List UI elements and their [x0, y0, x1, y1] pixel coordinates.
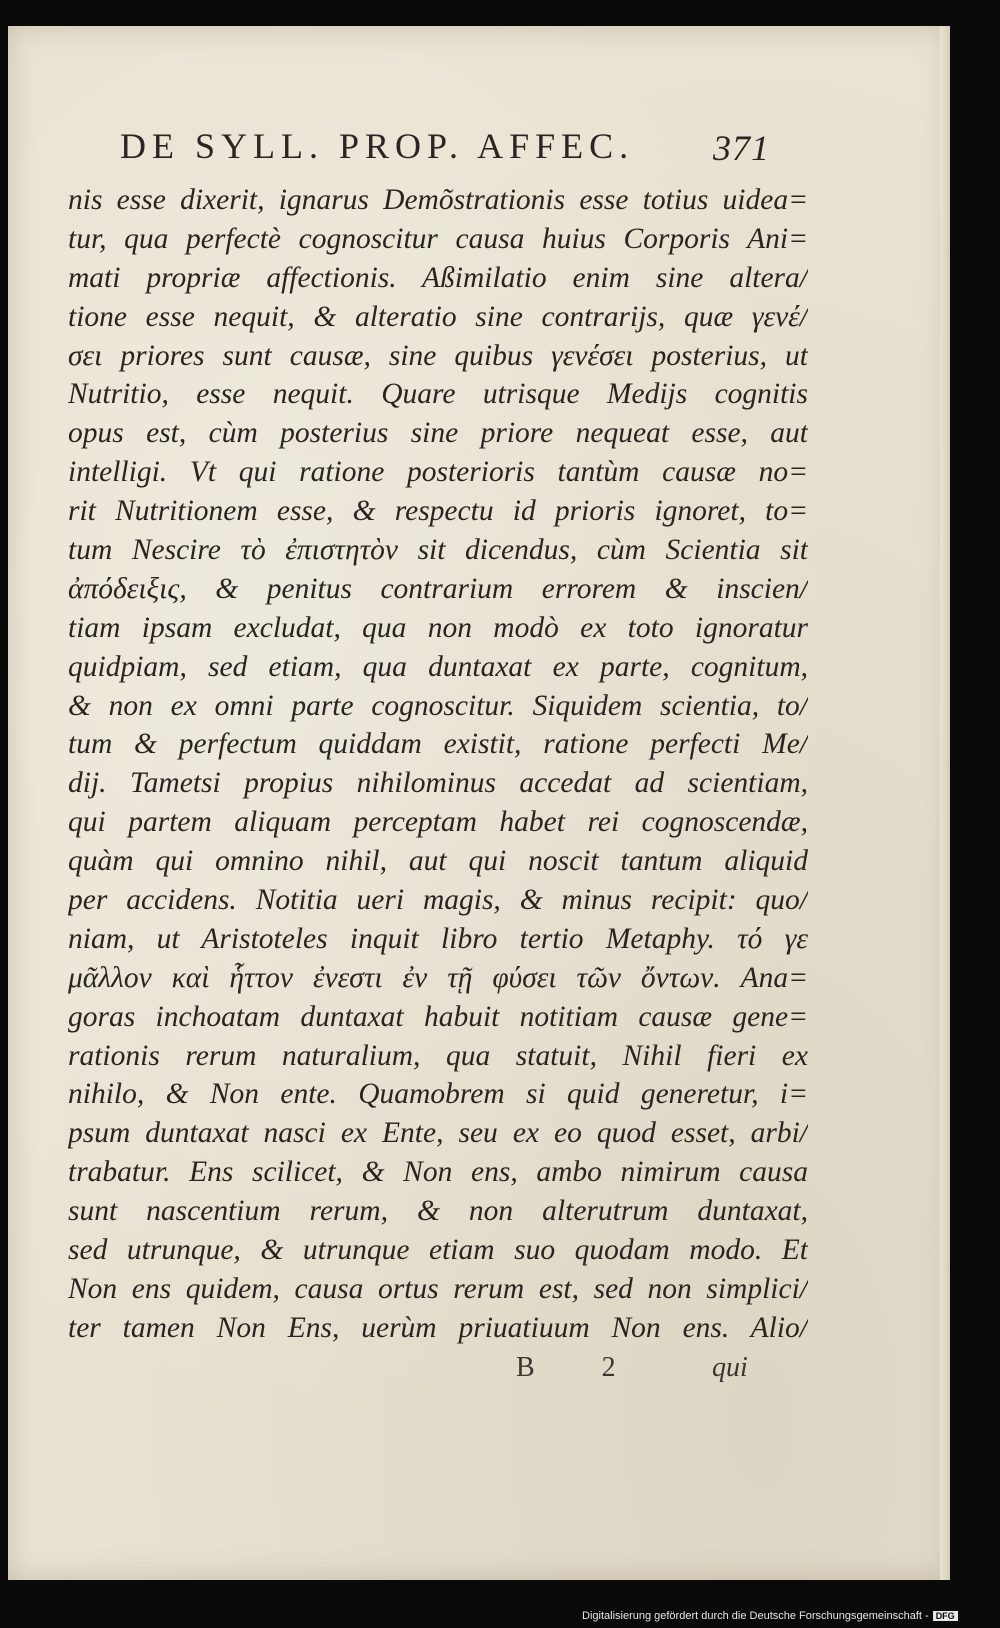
text-line: nihilo, & Non ente. Quamobrem si quid generetur, i= [68, 1078, 808, 1111]
text-line: quidpiam, sed etiam, qua duntaxat ex parte, cognitum, [68, 650, 808, 683]
text-line: & non ex omni parte cognoscitur. Siquidem scientia, to/ [68, 689, 808, 722]
signature-mark: B 2 [516, 1352, 646, 1383]
text-line: Nutritio, esse nequit. Quare utrisque Medijs cognitis [68, 378, 808, 411]
text-line: psum duntaxat nasci ex Ente, seu ex eo quod esset, arbi/ [68, 1117, 808, 1150]
text-line: tum Nescire τὸ ἐπιστητὸν sit dicendus, cùm Scientia sit [68, 534, 808, 567]
text-line: tur, qua perfectè cognoscitur causa huius Corporis Ani= [68, 222, 808, 255]
text-line: nis esse dixerit, ignarus Demõstrationis esse totius uidea= [68, 184, 808, 216]
credit-text: Digitalisierung gefördert durch die Deutsche Forschungsgemeinschaft - [582, 1610, 929, 1622]
text-line: opus est, cùm posterius sine priore nequeat esse, aut [68, 417, 808, 450]
text-line: sed utrunque, & utrunque etiam suo quodam modo. Et [68, 1234, 808, 1267]
text-line: intelligi. Vt qui ratione posterioris tantùm causæ no= [68, 456, 808, 489]
digitization-credit [582, 1610, 958, 1622]
text-line: dij. Tametsi propius nihilominus accedat ad scientiam, [68, 767, 808, 800]
text-line: per accidens. Notitia ueri magis, & minus recipit: quo/ [68, 884, 808, 917]
running-head-title: DE SYLL. PROP. AFFEC. [120, 126, 635, 166]
text-line: μᾶλλον καὶ ἧττον ἐνεστι ἐν τῇ φύσει τῶν ὄντων. Ana= [68, 961, 808, 994]
text-line: quàm qui omnino nihil, aut qui noscit tantum aliquid [68, 845, 808, 878]
text-line: tione esse nequit, & alteratio sine contrarijs, quæ γενέ/ [68, 300, 808, 333]
body-text [68, 181, 808, 1348]
text-line: Non ens quidem, causa ortus rerum est, sed non simplici/ [68, 1272, 808, 1305]
text-line: qui partem aliquam perceptam habet rei cognoscendæ, [68, 806, 808, 839]
catchword: qui [712, 1352, 748, 1383]
text-line: mati propriæ affectionis. Aßimilatio enim sine altera/ [68, 261, 808, 294]
dfg-logo: DFG [933, 1611, 958, 1621]
text-line: tiam ipsam excludat, qua non modò ex toto ignoratur [68, 611, 808, 644]
text-line: goras inchoatam duntaxat habuit notitiam causæ gene= [68, 1000, 808, 1033]
text-line: rit Nutritionem esse, & respectu id prioris ignoret, to= [68, 495, 808, 528]
text-line: trabatur. Ens scilicet, & Non ens, ambo nimirum causa [68, 1156, 808, 1189]
text-line: niam, ut Aristoteles inquit libro tertio Metaphy. τό γε [68, 922, 808, 955]
page-number: 371 [713, 128, 770, 168]
page-edge [940, 26, 950, 1580]
text-line: tum & perfectum quiddam existit, ratione perfecti Me/ [68, 728, 808, 761]
running-head [120, 125, 770, 175]
text-line: ἀπόδειξις, & penitus contrarium errorem & inscien/ [68, 572, 808, 605]
text-line: ter tamen Non Ens, uerùm priuatiuum Non ens. Alio/ [68, 1311, 808, 1344]
text-line: σει priores sunt causæ, sine quibus γενέσει posterius, ut [68, 339, 808, 372]
text-line: rationis rerum naturalium, qua statuit, Nihil fieri ex [68, 1039, 808, 1072]
text-line: sunt nascentium rerum, & non alterutrum duntaxat, [68, 1195, 808, 1228]
